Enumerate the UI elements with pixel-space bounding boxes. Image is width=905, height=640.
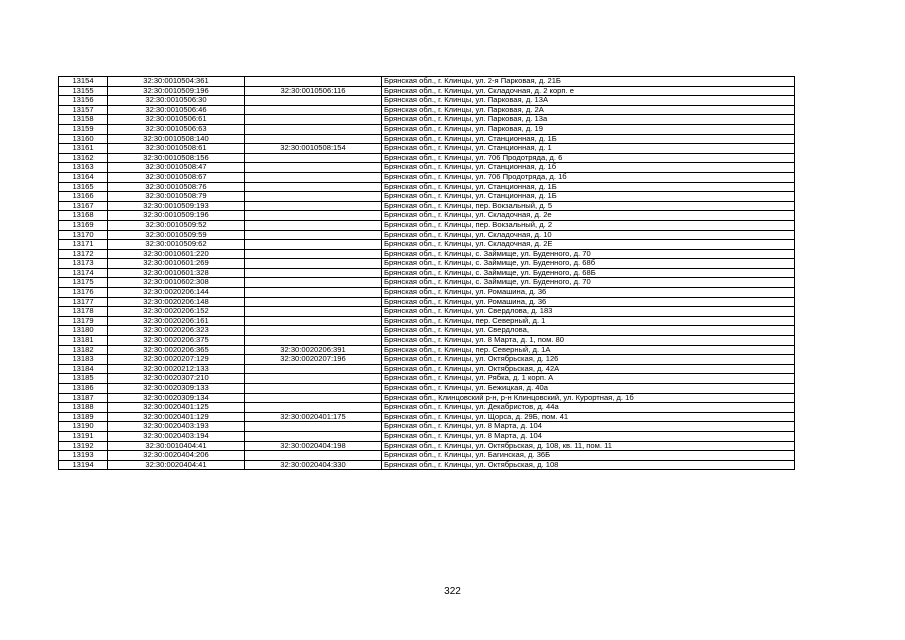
table-row xyxy=(59,460,795,470)
row-number-cell: 13158 xyxy=(59,115,108,125)
cadastral-number-cell: 32:30:0020403:193 xyxy=(108,422,245,432)
row-number-cell: 13191 xyxy=(59,431,108,441)
cadastral-number-cell: 32:30:0010509:52 xyxy=(108,220,245,230)
address-cell: Брянская обл., г. Клинцы, ул. Бежицкая, д. 40а xyxy=(382,384,795,394)
row-number-cell: 13193 xyxy=(59,451,108,461)
related-cadastral-number-cell: 32:30:0020401:175 xyxy=(245,412,382,422)
row-number-cell: 13167 xyxy=(59,201,108,211)
row-number-cell: 13180 xyxy=(59,326,108,336)
related-cadastral-number-cell xyxy=(245,134,382,144)
cadastral-number-cell: 32:30:0010508:79 xyxy=(108,192,245,202)
address-cell: Брянская обл., г. Клинцы, ул. Багинская, д. 36Б xyxy=(382,451,795,461)
cadastral-number-cell: 32:30:0010506:46 xyxy=(108,105,245,115)
related-cadastral-number-cell xyxy=(245,124,382,134)
table-row xyxy=(59,268,795,278)
row-number-cell: 13164 xyxy=(59,172,108,182)
table-row xyxy=(59,86,795,96)
cadastral-number-cell: 32:30:0010509:59 xyxy=(108,230,245,240)
row-number-cell: 13187 xyxy=(59,393,108,403)
address-cell: Брянская обл., г. Клинцы, пер. Северный, д. 1 xyxy=(382,316,795,326)
related-cadastral-number-cell xyxy=(245,182,382,192)
related-cadastral-number-cell: 32:30:0010506:116 xyxy=(245,86,382,96)
cadastral-number-cell: 32:30:0020206:323 xyxy=(108,326,245,336)
related-cadastral-number-cell: 32:30:0010508:154 xyxy=(245,144,382,154)
related-cadastral-number-cell: 32:30:0020404:330 xyxy=(245,460,382,470)
cadastral-number-cell: 32:30:0010506:30 xyxy=(108,96,245,106)
table-row xyxy=(59,403,795,413)
address-cell: Брянская обл., г. Клинцы, ул. 8 Марта, д. 104 xyxy=(382,422,795,432)
row-number-cell: 13189 xyxy=(59,412,108,422)
row-number-cell: 13178 xyxy=(59,307,108,317)
row-number-cell: 13179 xyxy=(59,316,108,326)
address-cell: Брянская обл., г. Клинцы, ул. Октябрьская, д. 126 xyxy=(382,355,795,365)
table-row xyxy=(59,124,795,134)
table-row xyxy=(59,278,795,288)
related-cadastral-number-cell xyxy=(245,249,382,259)
address-cell: Брянская обл., г. Клинцы, ул. Октябрьская, д. 108 xyxy=(382,460,795,470)
table-row xyxy=(59,192,795,202)
address-cell: Брянская обл., г. Клинцы, ул. Станционная, д. 1Б xyxy=(382,134,795,144)
related-cadastral-number-cell xyxy=(245,297,382,307)
related-cadastral-number-cell xyxy=(245,278,382,288)
cadastral-number-cell: 32:30:0020401:125 xyxy=(108,403,245,413)
cadastral-number-cell: 32:30:0010508:156 xyxy=(108,153,245,163)
table-row xyxy=(59,96,795,106)
address-cell: Брянская обл., г. Клинцы, ул. Ромашина, д. 36 xyxy=(382,288,795,298)
related-cadastral-number-cell: 32:30:0020207:196 xyxy=(245,355,382,365)
related-cadastral-number-cell xyxy=(245,326,382,336)
related-cadastral-number-cell xyxy=(245,259,382,269)
row-number-cell: 13181 xyxy=(59,336,108,346)
related-cadastral-number-cell xyxy=(245,374,382,384)
row-number-cell: 13175 xyxy=(59,278,108,288)
cadastral-number-cell: 32:30:0020309:133 xyxy=(108,384,245,394)
table-row xyxy=(59,364,795,374)
address-cell: Брянская обл., г. Клинцы, ул. 8 Марта, д. 104 xyxy=(382,431,795,441)
related-cadastral-number-cell xyxy=(245,105,382,115)
table-row xyxy=(59,316,795,326)
address-cell: Брянская обл., г. Клинцы, ул. Складочная, д. 2е xyxy=(382,211,795,221)
table-row xyxy=(59,153,795,163)
row-number-cell: 13169 xyxy=(59,220,108,230)
cadastral-number-cell: 32:30:0020404:41 xyxy=(108,460,245,470)
table-row xyxy=(59,384,795,394)
address-cell: Брянская обл., г. Клинцы, пер. Вокзальный, д. 5 xyxy=(382,201,795,211)
related-cadastral-number-cell xyxy=(245,364,382,374)
row-number-cell: 13171 xyxy=(59,240,108,250)
cadastral-number-cell: 32:30:0020206:375 xyxy=(108,336,245,346)
address-cell: Брянская обл., г. Клинцы, пер. Северный, д. 1А xyxy=(382,345,795,355)
table-row xyxy=(59,288,795,298)
related-cadastral-number-cell xyxy=(245,77,382,87)
row-number-cell: 13159 xyxy=(59,124,108,134)
row-number-cell: 13177 xyxy=(59,297,108,307)
address-cell: Брянская обл., Клинцовский р-н, р-н Клинцовский, ул. Курортная, д. 1б xyxy=(382,393,795,403)
table-row xyxy=(59,345,795,355)
cadastral-number-cell: 32:30:0010509:193 xyxy=(108,201,245,211)
related-cadastral-number-cell xyxy=(245,316,382,326)
cadastral-number-cell: 32:30:0020206:144 xyxy=(108,288,245,298)
related-cadastral-number-cell xyxy=(245,268,382,278)
table-row xyxy=(59,451,795,461)
address-cell: Брянская обл., г. Клинцы, ул. Станционная, д. 1Б xyxy=(382,192,795,202)
cadastral-number-cell: 32:30:0020307:210 xyxy=(108,374,245,384)
row-number-cell: 13165 xyxy=(59,182,108,192)
address-cell: Брянская обл., г. Клинцы, ул. Станционная, д. 1б xyxy=(382,163,795,173)
cadastral-number-cell: 32:30:0010601:220 xyxy=(108,249,245,259)
table-row xyxy=(59,249,795,259)
row-number-cell: 13154 xyxy=(59,77,108,87)
table-row xyxy=(59,326,795,336)
address-cell: Брянская обл., г. Клинцы, ул. 2-я Парковая, д. 21Б xyxy=(382,77,795,87)
address-cell: Брянская обл., г. Клинцы, с. Займище, ул. Буденного, д. 70 xyxy=(382,249,795,259)
related-cadastral-number-cell xyxy=(245,192,382,202)
address-cell: Брянская обл., г. Клинцы, ул. Складочная, д. 10 xyxy=(382,230,795,240)
row-number-cell: 13170 xyxy=(59,230,108,240)
address-cell: Брянская обл., г. Клинцы, с. Займище, ул. Буденного, д. 68Б xyxy=(382,268,795,278)
cadastral-number-cell: 32:30:0010509:196 xyxy=(108,211,245,221)
row-number-cell: 13183 xyxy=(59,355,108,365)
table-row xyxy=(59,441,795,451)
address-cell: Брянская обл., г. Клинцы, ул. Октябрьская, д. 42А xyxy=(382,364,795,374)
address-cell: Брянская обл., г. Клинцы, ул. 706 Продотряда, д. 1б xyxy=(382,172,795,182)
address-cell: Брянская обл., г. Клинцы, ул. 8 Марта, д. 1, пом. 80 xyxy=(382,336,795,346)
cadastral-number-cell: 32:30:0010506:61 xyxy=(108,115,245,125)
related-cadastral-number-cell: 32:30:0020206:391 xyxy=(245,345,382,355)
cadastral-number-cell: 32:30:0020401:129 xyxy=(108,412,245,422)
address-cell: Брянская обл., г. Клинцы, ул. Складочная, д. 2 корп. е xyxy=(382,86,795,96)
related-cadastral-number-cell xyxy=(245,288,382,298)
address-cell: Брянская обл., г. Клинцы, ул. Парковая, д. 13а xyxy=(382,115,795,125)
cadastral-number-cell: 32:30:0010506:63 xyxy=(108,124,245,134)
address-cell: Брянская обл., г. Клинцы, ул. Октябрьская, д. 108, кв. 11, пом. 11 xyxy=(382,441,795,451)
cadastral-number-cell: 32:30:0010601:328 xyxy=(108,268,245,278)
row-number-cell: 13184 xyxy=(59,364,108,374)
cadastral-number-cell: 32:30:0020206:152 xyxy=(108,307,245,317)
address-cell: Брянская обл., г. Клинцы, ул. Свердлова, д. 183 xyxy=(382,307,795,317)
cadastral-number-cell: 32:30:0010508:140 xyxy=(108,134,245,144)
table-row xyxy=(59,182,795,192)
table-row xyxy=(59,115,795,125)
cadastral-number-cell: 32:30:0010508:76 xyxy=(108,182,245,192)
address-cell: Брянская обл., г. Клинцы, ул. Рябка, д. 1 корп. А xyxy=(382,374,795,384)
table-row xyxy=(59,393,795,403)
row-number-cell: 13173 xyxy=(59,259,108,269)
row-number-cell: 13172 xyxy=(59,249,108,259)
address-cell: Брянская обл., г. Клинцы, ул. Декабристов, д. 44а xyxy=(382,403,795,413)
related-cadastral-number-cell xyxy=(245,240,382,250)
related-cadastral-number-cell xyxy=(245,403,382,413)
table-row xyxy=(59,422,795,432)
table-row xyxy=(59,297,795,307)
address-cell: Брянская обл., г. Клинцы, ул. Свердлова, xyxy=(382,326,795,336)
address-cell: Брянская обл., г. Клинцы, ул. Парковая, д. 19 xyxy=(382,124,795,134)
table-row xyxy=(59,336,795,346)
related-cadastral-number-cell xyxy=(245,220,382,230)
row-number-cell: 13162 xyxy=(59,153,108,163)
table-row xyxy=(59,163,795,173)
cadastral-number-cell: 32:30:0010509:196 xyxy=(108,86,245,96)
cadastral-number-cell: 32:30:0010508:61 xyxy=(108,144,245,154)
cadastral-number-cell: 32:30:0020309:134 xyxy=(108,393,245,403)
row-number-cell: 13185 xyxy=(59,374,108,384)
address-cell: Брянская обл., г. Клинцы, ул. Ромашина, д. 36 xyxy=(382,297,795,307)
related-cadastral-number-cell xyxy=(245,172,382,182)
row-number-cell: 13174 xyxy=(59,268,108,278)
cadastral-number-cell: 32:30:0010508:47 xyxy=(108,163,245,173)
row-number-cell: 13176 xyxy=(59,288,108,298)
related-cadastral-number-cell xyxy=(245,431,382,441)
cadastral-number-cell: 32:30:0010602:308 xyxy=(108,278,245,288)
table-row xyxy=(59,211,795,221)
address-cell: Брянская обл., г. Клинцы, с. Займище, ул. Буденного, д. 70 xyxy=(382,278,795,288)
cadastral-number-cell: 32:30:0010601:269 xyxy=(108,259,245,269)
table-row xyxy=(59,355,795,365)
related-cadastral-number-cell xyxy=(245,422,382,432)
address-cell: Брянская обл., г. Клинцы, ул. Станционная, д. 1Б xyxy=(382,182,795,192)
related-cadastral-number-cell xyxy=(245,336,382,346)
related-cadastral-number-cell xyxy=(245,307,382,317)
table-row xyxy=(59,230,795,240)
row-number-cell: 13160 xyxy=(59,134,108,144)
row-number-cell: 13156 xyxy=(59,96,108,106)
row-number-cell: 13190 xyxy=(59,422,108,432)
cadastral-number-cell: 32:30:0020212:133 xyxy=(108,364,245,374)
related-cadastral-number-cell xyxy=(245,115,382,125)
table-row xyxy=(59,144,795,154)
row-number-cell: 13166 xyxy=(59,192,108,202)
cadastral-number-cell: 32:30:0010509:62 xyxy=(108,240,245,250)
cadastral-number-cell: 32:30:0020206:365 xyxy=(108,345,245,355)
address-cell: Брянская обл., г. Клинцы, с. Займище, ул. Буденного, д. 68б xyxy=(382,259,795,269)
table-row xyxy=(59,307,795,317)
row-number-cell: 13168 xyxy=(59,211,108,221)
row-number-cell: 13182 xyxy=(59,345,108,355)
related-cadastral-number-cell xyxy=(245,230,382,240)
table-row xyxy=(59,374,795,384)
page-number: 322 xyxy=(444,586,461,597)
cadastral-number-cell: 32:30:0020207:129 xyxy=(108,355,245,365)
cadastral-number-cell: 32:30:0010504:361 xyxy=(108,77,245,87)
related-cadastral-number-cell xyxy=(245,201,382,211)
table-row xyxy=(59,105,795,115)
row-number-cell: 13186 xyxy=(59,384,108,394)
address-cell: Брянская обл., г. Клинцы, ул. Парковая, д. 2А xyxy=(382,105,795,115)
cadastral-number-cell: 32:30:0020206:161 xyxy=(108,316,245,326)
row-number-cell: 13157 xyxy=(59,105,108,115)
address-cell: Брянская обл., г. Клинцы, ул. 706 Продотряда, д. 6 xyxy=(382,153,795,163)
cadastral-number-cell: 32:30:0020404:206 xyxy=(108,451,245,461)
address-cell: Брянская обл., г. Клинцы, ул. Щорса, д. 29Б, пом. 41 xyxy=(382,412,795,422)
related-cadastral-number-cell xyxy=(245,163,382,173)
address-cell: Брянская обл., г. Клинцы, ул. Складочная, д. 2Е xyxy=(382,240,795,250)
row-number-cell: 13192 xyxy=(59,441,108,451)
row-number-cell: 13155 xyxy=(59,86,108,96)
related-cadastral-number-cell xyxy=(245,393,382,403)
table-row xyxy=(59,201,795,211)
address-cell: Брянская обл., г. Клинцы, ул. Парковая, д. 13А xyxy=(382,96,795,106)
table-row xyxy=(59,412,795,422)
related-cadastral-number-cell xyxy=(245,211,382,221)
row-number-cell: 13194 xyxy=(59,460,108,470)
cadastral-number-cell: 32:30:0010508:67 xyxy=(108,172,245,182)
table-row xyxy=(59,259,795,269)
table-row xyxy=(59,431,795,441)
table-row xyxy=(59,134,795,144)
cadastral-number-cell: 32:30:0020403:194 xyxy=(108,431,245,441)
table-row xyxy=(59,220,795,230)
address-cell: Брянская обл., г. Клинцы, пер. Вокзальный, д. 2 xyxy=(382,220,795,230)
row-number-cell: 13163 xyxy=(59,163,108,173)
register-table-body xyxy=(59,77,795,470)
property-register-table xyxy=(58,76,795,470)
related-cadastral-number-cell: 32:30:0020404:198 xyxy=(245,441,382,451)
related-cadastral-number-cell xyxy=(245,153,382,163)
related-cadastral-number-cell xyxy=(245,96,382,106)
cadastral-number-cell: 32:30:0020206:148 xyxy=(108,297,245,307)
row-number-cell: 13188 xyxy=(59,403,108,413)
table-row xyxy=(59,77,795,87)
related-cadastral-number-cell xyxy=(245,384,382,394)
table-row xyxy=(59,240,795,250)
related-cadastral-number-cell xyxy=(245,451,382,461)
row-number-cell: 13161 xyxy=(59,144,108,154)
cadastral-number-cell: 32:30:0010404:41 xyxy=(108,441,245,451)
table-row xyxy=(59,172,795,182)
address-cell: Брянская обл., г. Клинцы, ул. Станционная, д. 1 xyxy=(382,144,795,154)
